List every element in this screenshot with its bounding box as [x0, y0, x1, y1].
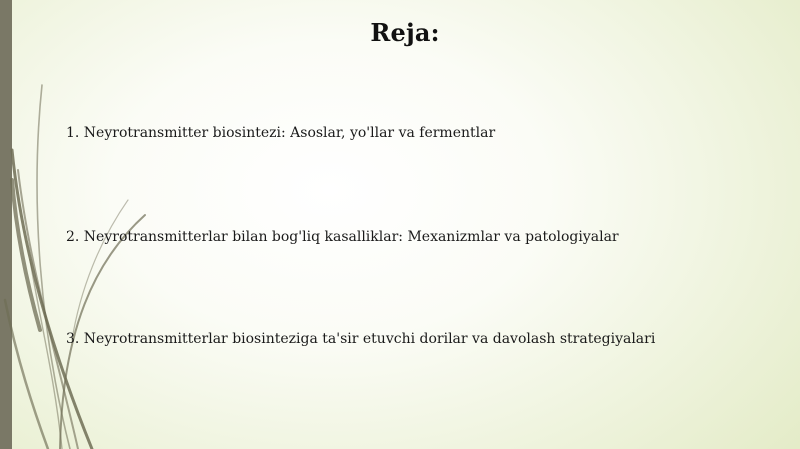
plan-item-3: 3. Neyrotransmitterlar biosinteziga ta'sir etuvchi dorilar va davolash strategiyalari [66, 331, 656, 347]
plan-item-1: 1. Neyrotransmitter biosintezi: Asoslar, yo'llar va fermentlar [66, 125, 496, 141]
plan-item-2: 2. Neyrotransmitterlar bilan bog'liq kasalliklar: Mexanizmlar va patologiyalar [66, 229, 619, 245]
slide-title: Reja: [370, 18, 440, 47]
grass-blades-icon [0, 0, 150, 449]
